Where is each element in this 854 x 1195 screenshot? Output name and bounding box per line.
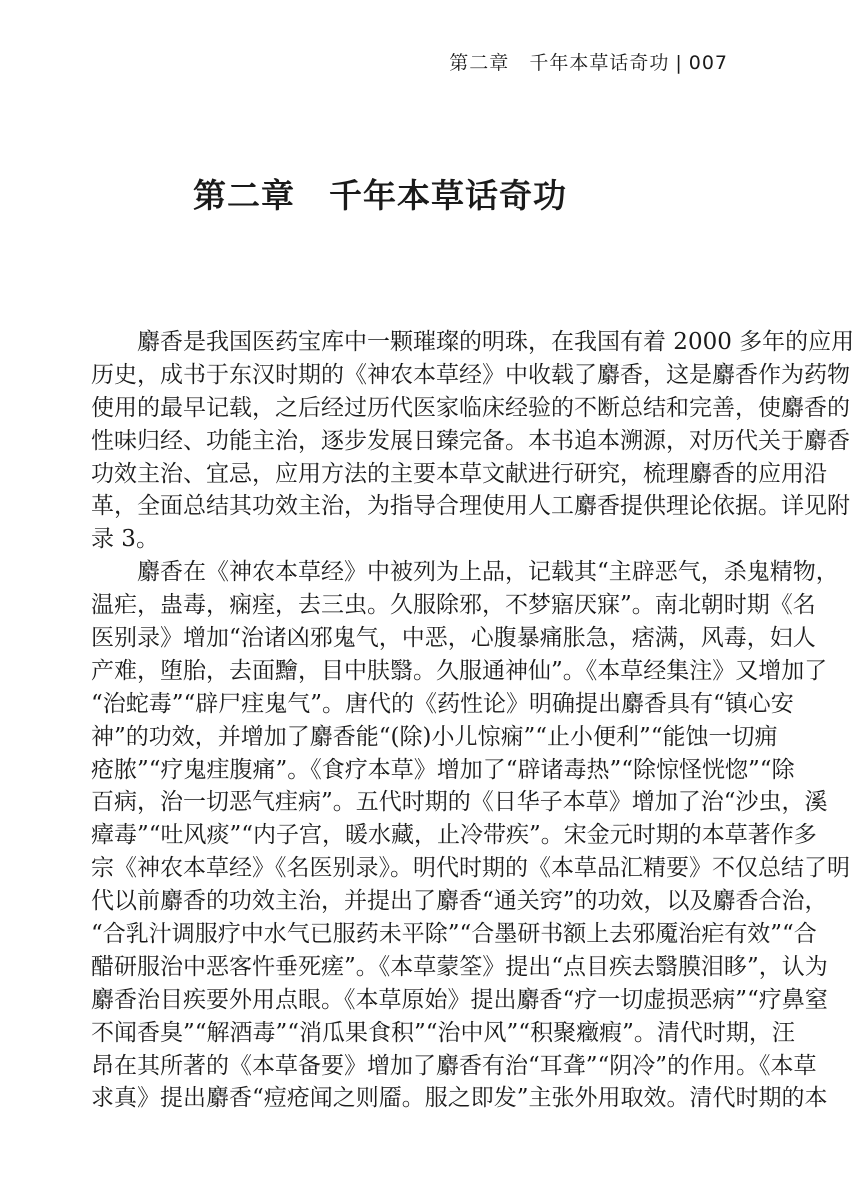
text-line: 瘴毒”“吐风痰”“内子宫，暖水藏，止冷带疾”。宋金元时期的本草著作多 bbox=[91, 822, 817, 849]
text-line: 麝香是我国医药宝库中一颗璀璨的明珠，在我国有着 2000 多年的应用 bbox=[137, 329, 854, 355]
text-line: 革，全面总结其功效主治，为指导合理使用人工麝香提供理论依据。详见附 bbox=[91, 493, 850, 520]
text-line: 百病，治一切恶气疰病”。五代时期的《日华子本草》增加了治“沙虫，溪 bbox=[91, 789, 828, 816]
text-line: 录 3。 bbox=[91, 526, 159, 553]
text-line: 疮脓”“疗鬼疰腹痛”。《食疗本草》增加了“辟诸毒热”“除惊怪恍惚”“除 bbox=[91, 756, 795, 783]
text-line: 历史，成书于东汉时期的《神农本草经》中收载了麝香，这是麝香作为药物 bbox=[91, 361, 850, 388]
text-line: 医别录》增加“治诸凶邪鬼气，中恶，心腹暴痛胀急，痞满，风毒，妇人 bbox=[91, 625, 816, 652]
running-head bbox=[449, 48, 728, 75]
text-line: 麝香治目疾要外用点眼。《本草原始》提出麝香“疗一切虚损恶病”“疗鼻窒 bbox=[91, 986, 828, 1013]
paragraph bbox=[91, 556, 850, 1115]
chapter-name: 千年本草话奇功 bbox=[329, 176, 567, 215]
text-line: 求真》提出麝香“痘疮闻之则靥。服之即发”主张外用取效。清代时期的本 bbox=[91, 1085, 828, 1112]
text-line: 昂在其所著的《本草备要》增加了麝香有治“耳聋”“阴冷”的作用。《本草 bbox=[91, 1052, 817, 1079]
running-head-chapter: 第二章 bbox=[449, 52, 510, 74]
text-line: 神”的功效，并增加了麝香能“(除)小儿惊痫”“止小便利”“能蚀一切痈 bbox=[91, 723, 778, 750]
text-line: 麝香在《神农本草经》中被列为上品，记载其“主辟恶气，杀鬼精物， bbox=[137, 559, 839, 586]
text-line: 代以前麝香的功效主治，并提出了麝香“通关窍”的功效，以及麝香合治， bbox=[91, 888, 828, 915]
text-line: 性味归经、功能主治，逐步发展日臻完备。本书追本溯源，对历代关于麝香 bbox=[91, 427, 850, 454]
text-line: 产难，堕胎，去面䵳，目中肤翳。久服通神仙”。《本草经集注》又增加了 bbox=[91, 657, 828, 684]
text-line: 宗《神农本草经》《名医别录》。明代时期的《本草品汇精要》不仅总结了明 bbox=[91, 855, 850, 882]
running-head-title: 千年本草话奇功 bbox=[529, 52, 670, 74]
paragraph bbox=[91, 326, 854, 556]
text-line: 不闻香臭”“解酒毒”“消瓜果食积”“治中风”“积聚癥瘕”。清代时期，汪 bbox=[91, 1019, 795, 1046]
text-line: 使用的最早记载，之后经过历代医家临床经验的不断总结和完善，使麝香的 bbox=[91, 394, 850, 421]
text-line: 温疟，蛊毒，痫痓，去三虫。久服除邪，不梦寤厌寐”。南北朝时期《名 bbox=[91, 592, 816, 619]
running-head-separator: | bbox=[675, 52, 683, 74]
page-number: 007 bbox=[688, 52, 728, 74]
chapter-number: 第二章 bbox=[193, 176, 295, 215]
chapter-title bbox=[0, 170, 760, 217]
text-line: 功效主治、宜忌，应用方法的主要本草文献进行研究，梳理麝香的应用沿 bbox=[91, 460, 827, 487]
text-line: 醋研服治中恶客忤垂死瘥”。《本草蒙筌》提出“点目疾去翳膜泪眵”，认为 bbox=[91, 953, 828, 980]
body-text bbox=[91, 326, 854, 1115]
text-line: “治蛇毒”“辟尸疰鬼气”。唐代的《药性论》明确提出麝香具有“镇心安 bbox=[91, 690, 794, 717]
text-line: “合乳汁调服疗中水气已服药未平除”“合墨研书额上去邪魇治疟有效”“合 bbox=[91, 921, 817, 948]
